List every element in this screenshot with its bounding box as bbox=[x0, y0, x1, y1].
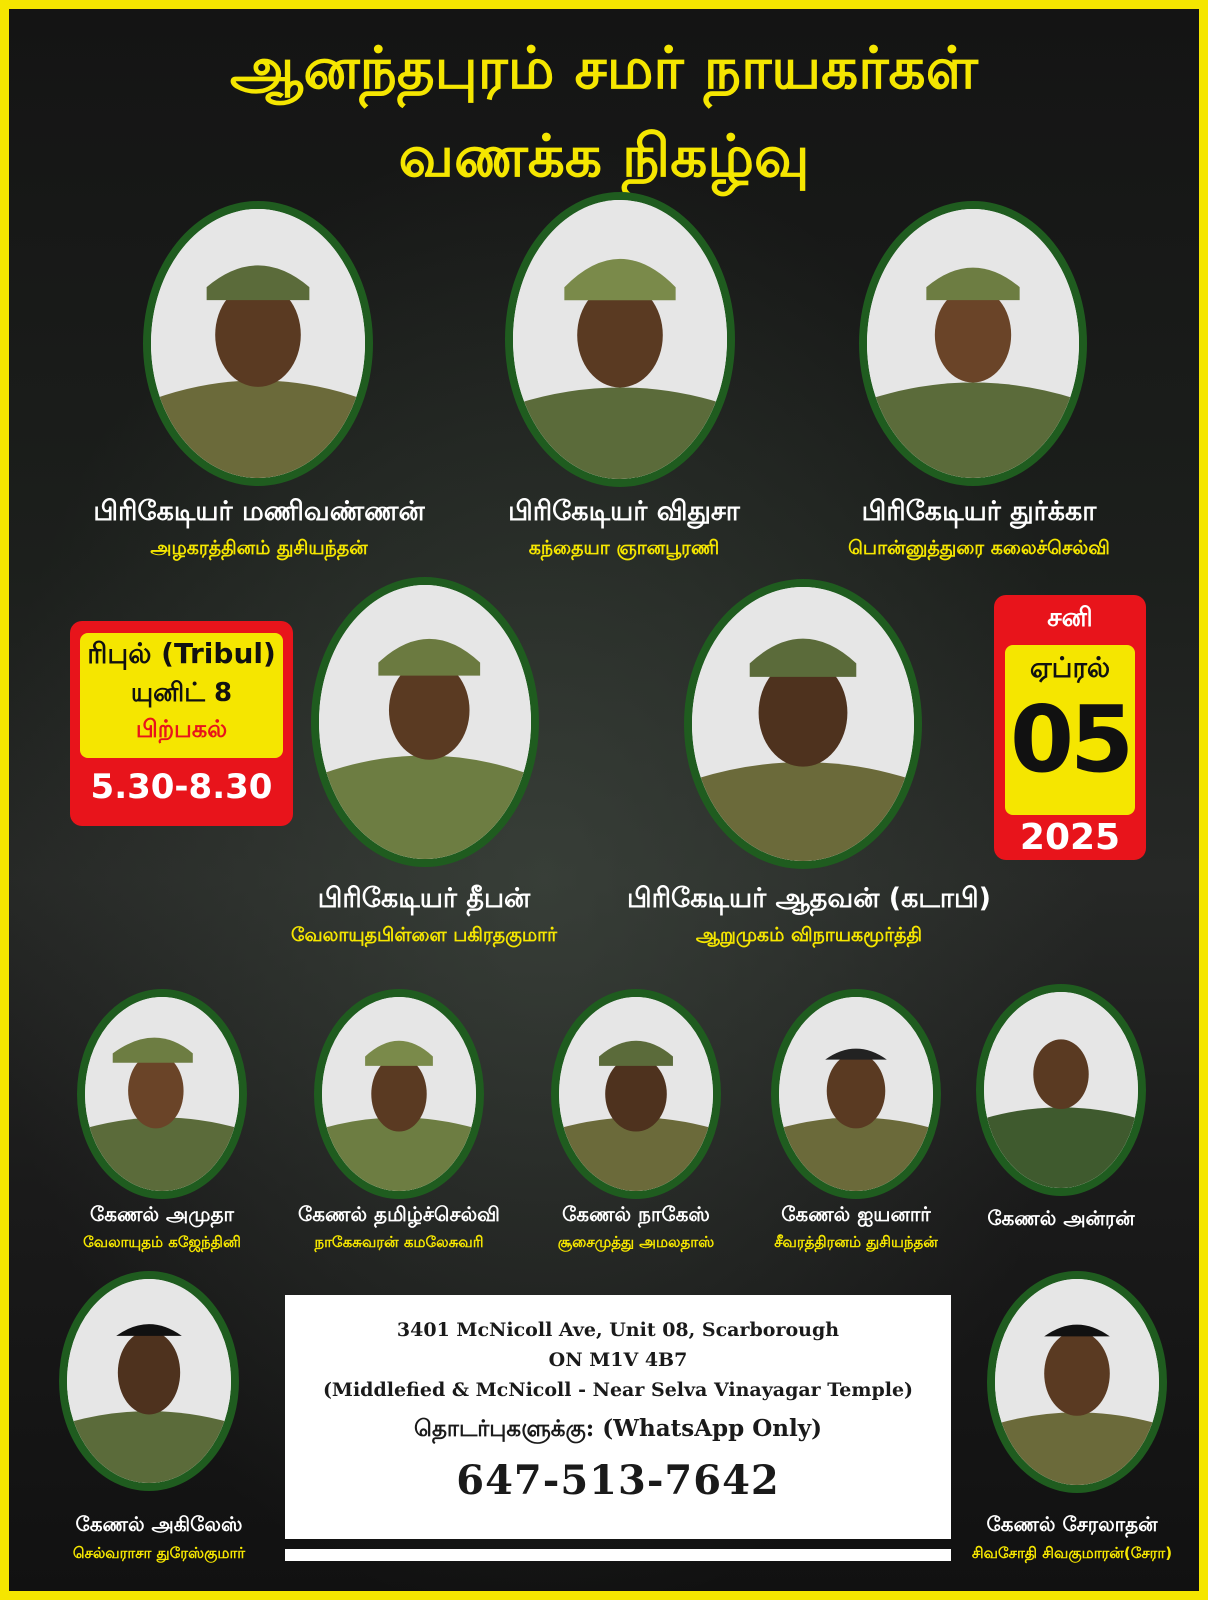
portrait-brigadier-theepan bbox=[311, 577, 539, 867]
event-year: 2025 bbox=[1019, 817, 1121, 858]
brigadier-name: பிரிகேடியர் விதுசா bbox=[508, 496, 740, 527]
colonel-name: கேணல் சேரலாதன் bbox=[986, 1512, 1158, 1536]
colonel-name: கேணல் அன்ரன் bbox=[987, 1206, 1135, 1230]
brigadier-real-name: வேலாயுதபிள்ளை பகிரதகுமார் bbox=[290, 924, 558, 946]
venue-name: ரிபுல் (Tribul) bbox=[87, 637, 276, 670]
brigadier-name: பிரிகேடியர் துர்க்கா bbox=[861, 496, 1097, 527]
event-time: 5.30-8.30 bbox=[90, 767, 273, 807]
venue-panel bbox=[80, 633, 283, 758]
portrait-colonel-aiyanar bbox=[771, 989, 941, 1199]
brigadier-real-name: ஆறுமுகம் விநாயகமூர்த்தி bbox=[695, 924, 923, 946]
contact-phone: 647-513-7642 bbox=[456, 1457, 780, 1504]
address-postal: ON M1V 4B7 bbox=[548, 1349, 688, 1371]
colonel-name: கேணல் அகிலேஸ் bbox=[75, 1512, 243, 1536]
portrait-brigadier-manivannan bbox=[143, 201, 373, 486]
date-panel bbox=[1005, 645, 1135, 815]
event-time-badge bbox=[70, 621, 293, 826]
portrait-colonel-thamilchelvi bbox=[314, 989, 484, 1199]
portrait-brigadier-vithusa bbox=[505, 192, 735, 487]
colonel-name: கேணல் அமுதா bbox=[90, 1202, 234, 1226]
brigadier-real-name: கந்தையா ஞானபூரணி bbox=[528, 537, 720, 559]
address-street: 3401 McNicoll Ave, Unit 08, Scarborough bbox=[396, 1319, 840, 1341]
time-of-day: பிற்பகல் bbox=[135, 715, 228, 743]
portrait-colonel-amutha bbox=[77, 989, 247, 1199]
event-date-badge bbox=[994, 595, 1146, 860]
colonel-name: கேணல் நாகேஸ் bbox=[562, 1202, 710, 1226]
venue-unit: யுனிட் 8 bbox=[130, 678, 233, 708]
portrait-colonel-akiles bbox=[59, 1271, 239, 1491]
brigadier-name: பிரிகேடியர் மணிவண்ணன் bbox=[93, 496, 425, 527]
poster-title-line-1: ஆனந்தபுரம் சமர் நாயகர்கள் bbox=[230, 34, 978, 102]
event-month: ஏப்ரல் bbox=[1029, 651, 1111, 684]
event-day: சனி bbox=[1047, 603, 1093, 633]
event-date-number: 05 bbox=[1009, 686, 1131, 793]
colonel-real-name: நாகேசுவரன் கமலேசுவரி bbox=[314, 1233, 484, 1251]
colonel-real-name: வேலாயுதம் கஜேந்தினி bbox=[83, 1233, 241, 1251]
brigadier-real-name: பொன்னுத்துரை கலைச்செல்வி bbox=[848, 537, 1110, 559]
brigadier-name: பிரிகேடியர் தீபன் bbox=[317, 883, 531, 914]
colonel-real-name: சிவசோதி சிவகுமாரன்(சேரா) bbox=[971, 1544, 1173, 1562]
portrait-colonel-cheralathan bbox=[987, 1271, 1167, 1493]
colonel-name: கேணல் ஐயனார் bbox=[781, 1202, 931, 1226]
colonel-name: கேணல் தமிழ்ச்செல்வி bbox=[298, 1202, 500, 1226]
brigadier-real-name: அழகரத்தினம் துசியந்தன் bbox=[150, 537, 368, 559]
colonel-real-name: சூசைமுத்து அமலதாஸ் bbox=[557, 1233, 715, 1251]
address-landmark: (Middlefied & McNicoll - Near Selva Vinayagar Temple) bbox=[322, 1379, 914, 1401]
divider bbox=[285, 1549, 951, 1561]
colonel-real-name: சீவரத்திரனம் துசியந்தன் bbox=[774, 1233, 938, 1251]
portrait-colonel-anran bbox=[976, 984, 1146, 1196]
portrait-colonel-nakes bbox=[551, 989, 721, 1199]
contact-label: தொடர்புகளுக்கு: (WhatsApp Only) bbox=[414, 1415, 822, 1442]
brigadier-name: பிரிகேடியர் ஆதவன் (கடாபி) bbox=[627, 883, 991, 914]
address-panel bbox=[285, 1295, 951, 1539]
portrait-brigadier-aathavan bbox=[684, 579, 922, 869]
colonel-real-name: செல்வராசா துரேஸ்குமார் bbox=[72, 1544, 246, 1562]
portrait-brigadier-thurkka bbox=[859, 201, 1087, 486]
poster-title-line-2: வணக்க நிகழ்வு bbox=[398, 122, 810, 190]
